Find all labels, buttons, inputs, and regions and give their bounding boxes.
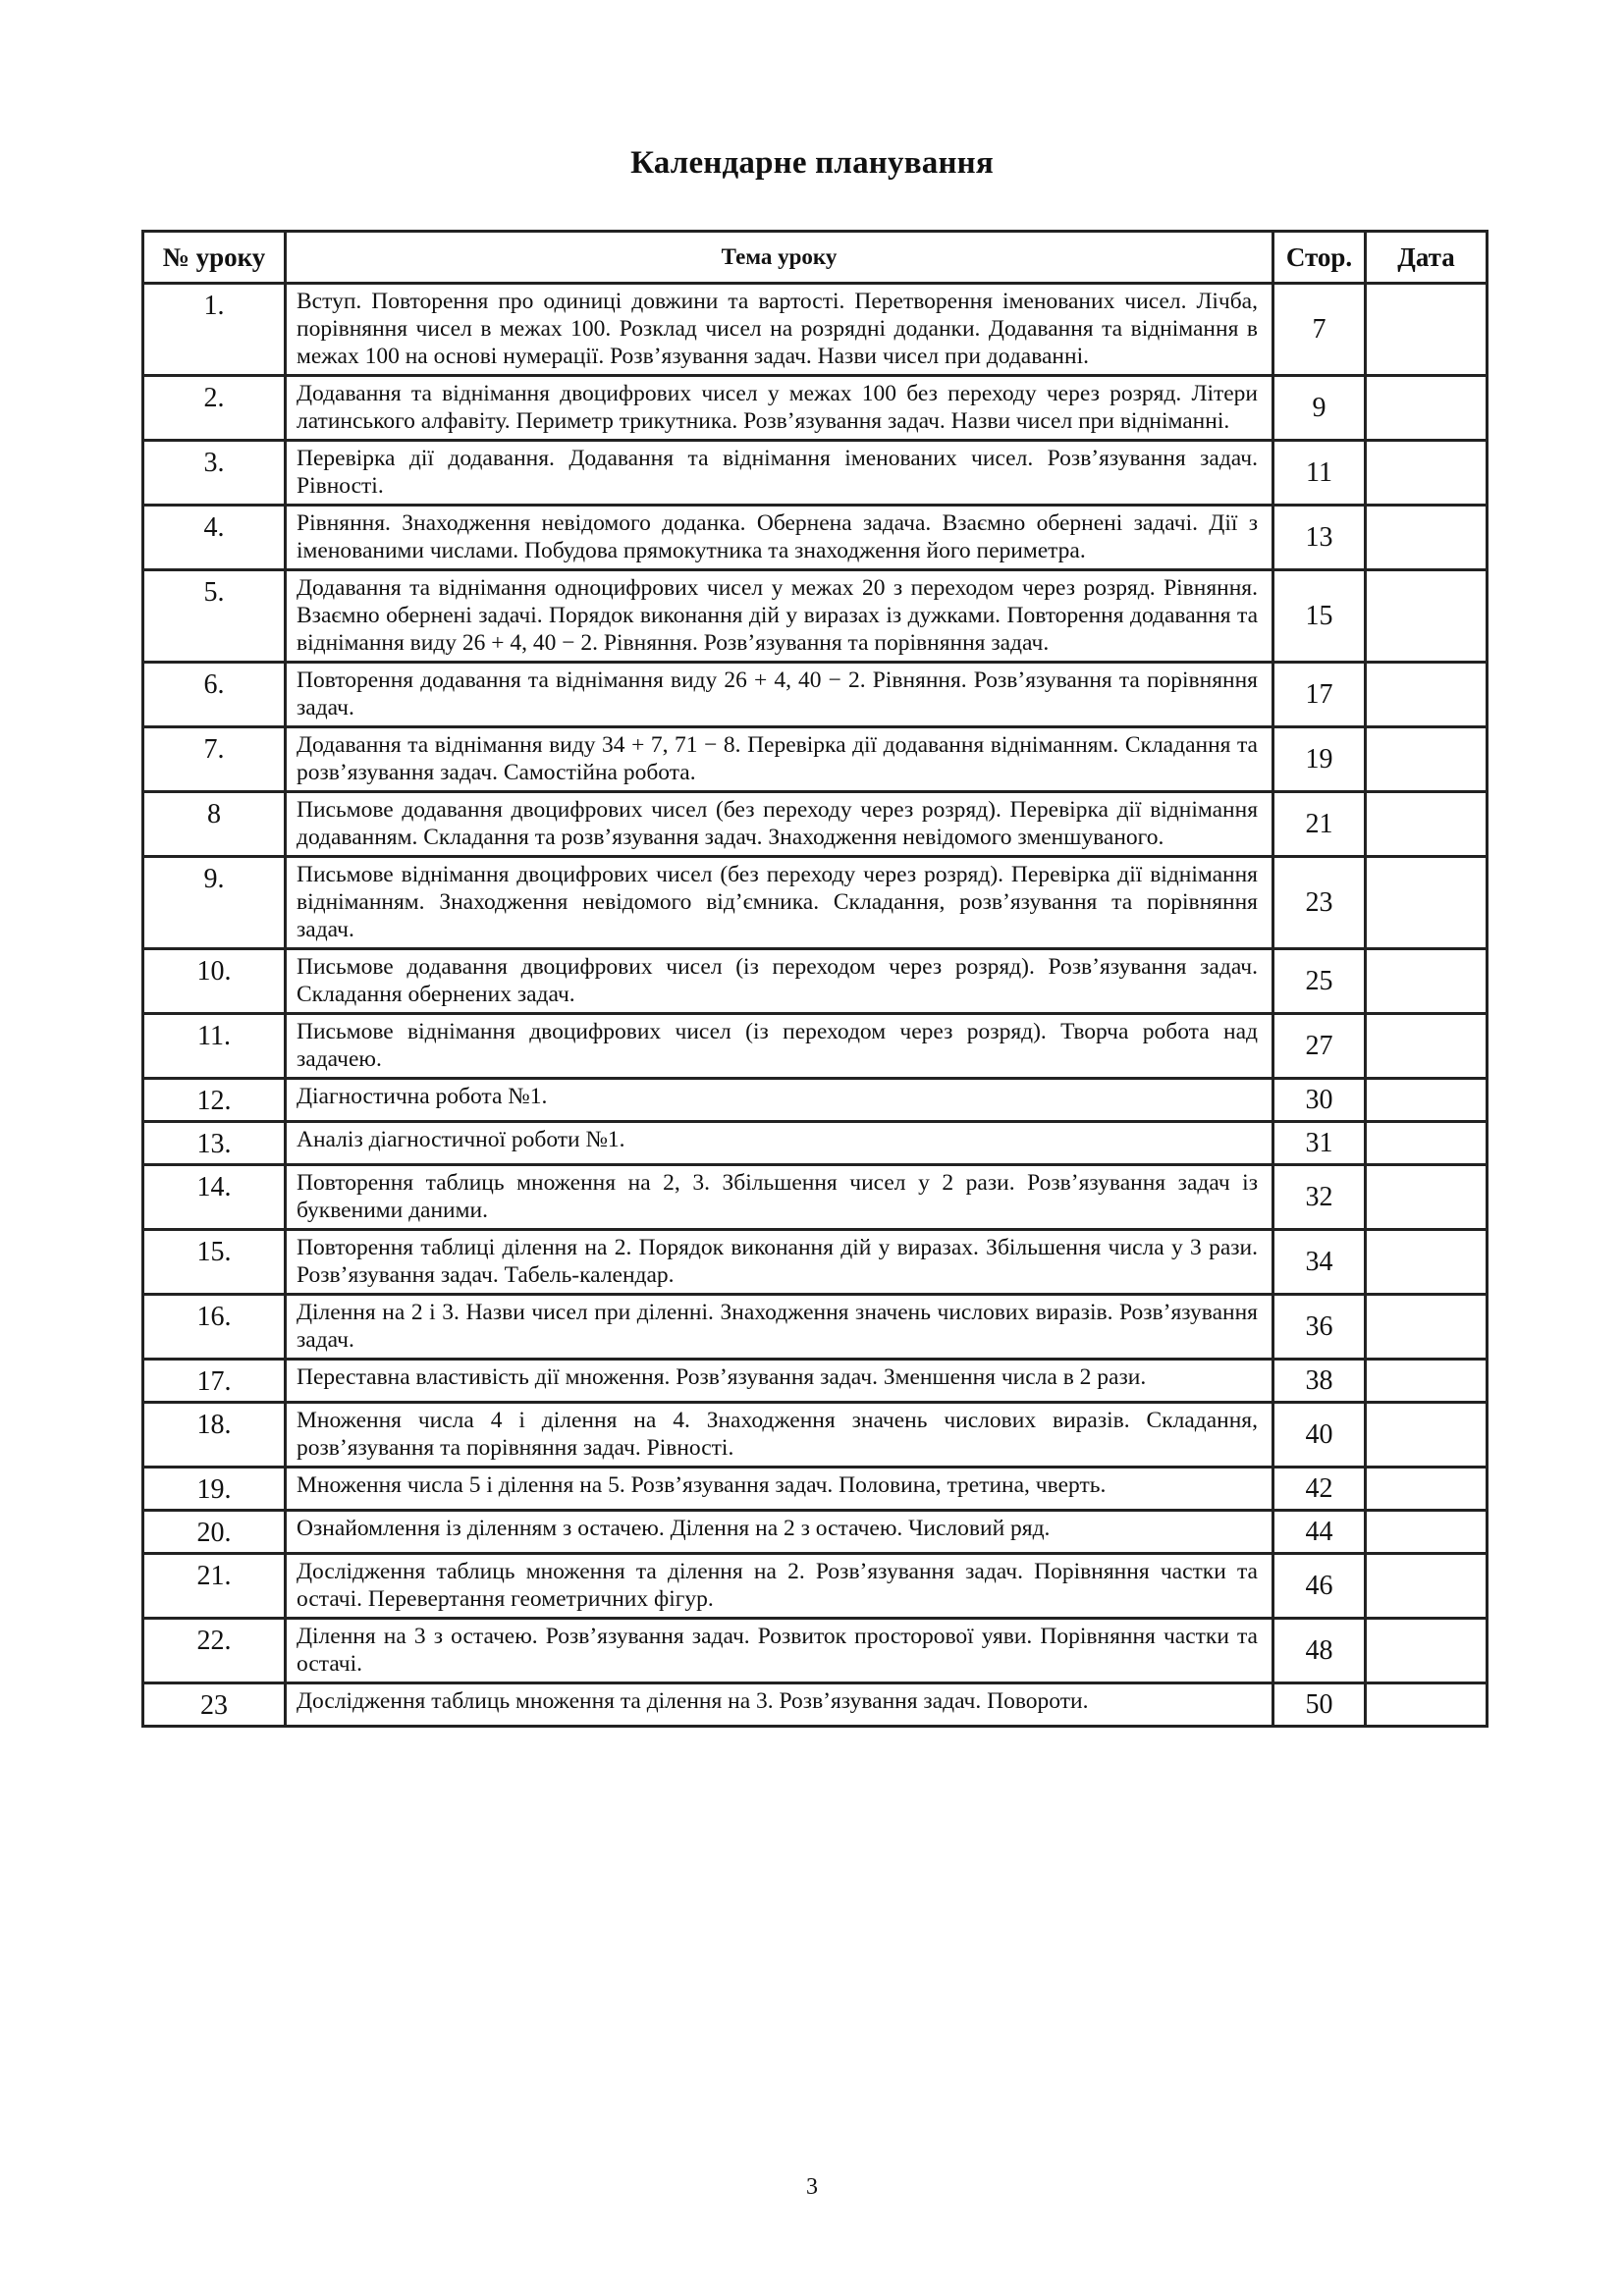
page-cell: 50 xyxy=(1273,1683,1366,1727)
lesson-number-cell: 13. xyxy=(143,1122,286,1165)
table-row xyxy=(143,441,1488,506)
lesson-number-cell: 16. xyxy=(143,1295,286,1360)
lesson-theme-cell: Рівняння. Знаходження невідомого доданка. Обернена задача. Взаємно обернені задачі. Дії з іменованими числами. Побудова прямокутника та знаходження його периметра. xyxy=(286,506,1273,570)
lesson-theme-cell: Перевірка дії додавання. Додавання та віднімання іменованих чисел. Розв’язування задач. Рівності. xyxy=(286,441,1273,506)
date-cell xyxy=(1366,1122,1488,1165)
date-cell xyxy=(1366,663,1488,727)
page-cell: 23 xyxy=(1273,857,1366,949)
header-date: Дата xyxy=(1366,232,1488,284)
lesson-theme-cell: Письмове віднімання двоцифрових чисел (без переходу через розряд). Перевірка дії віднімання відніманням. Знаходження невідомого від’ємника. Складання, розв’язування та порівняння задач. xyxy=(286,857,1273,949)
page-cell: 32 xyxy=(1273,1165,1366,1230)
table-row xyxy=(143,1230,1488,1295)
lesson-number-cell: 8 xyxy=(143,792,286,857)
lesson-number-cell: 9. xyxy=(143,857,286,949)
lesson-theme-cell: Додавання та віднімання виду 34 + 7, 71 − 8. Перевірка дії додавання відніманням. Складання та розв’язування задач. Самостійна робота. xyxy=(286,727,1273,792)
date-cell xyxy=(1366,1014,1488,1079)
lesson-number-cell: 6. xyxy=(143,663,286,727)
lesson-theme-cell: Повторення таблиць множення на 2, 3. Збільшення чисел у 2 рази. Розв’язування задач із буквеними даними. xyxy=(286,1165,1273,1230)
lesson-number-cell: 4. xyxy=(143,506,286,570)
table-row xyxy=(143,1403,1488,1468)
lesson-number-cell: 15. xyxy=(143,1230,286,1295)
lesson-theme-cell: Письмове віднімання двоцифрових чисел (із переходом через розряд). Творча робота над задачею. xyxy=(286,1014,1273,1079)
date-cell xyxy=(1366,284,1488,376)
page-cell: 13 xyxy=(1273,506,1366,570)
date-cell xyxy=(1366,1683,1488,1727)
page-cell: 9 xyxy=(1273,376,1366,441)
lesson-theme-cell: Дослідження таблиць множення та ділення на 3. Розв’язування задач. Повороти. xyxy=(286,1683,1273,1727)
table-row xyxy=(143,570,1488,663)
lesson-theme-cell: Множення числа 5 і ділення на 5. Розв’язування задач. Половина, третина, чверть. xyxy=(286,1468,1273,1511)
page-cell: 48 xyxy=(1273,1619,1366,1683)
lesson-theme-cell: Множення числа 4 і ділення на 4. Знаходження значень числових виразів. Складання, розв’язування та порівняння задач. Рівності. xyxy=(286,1403,1273,1468)
date-cell xyxy=(1366,441,1488,506)
table-row xyxy=(143,727,1488,792)
table-row xyxy=(143,1360,1488,1403)
lesson-number-cell: 7. xyxy=(143,727,286,792)
date-cell xyxy=(1366,857,1488,949)
lesson-number-cell: 17. xyxy=(143,1360,286,1403)
date-cell xyxy=(1366,376,1488,441)
lesson-theme-cell: Діагностична робота №1. xyxy=(286,1079,1273,1122)
lesson-theme-cell: Аналіз діагностичної роботи №1. xyxy=(286,1122,1273,1165)
page-number: 3 xyxy=(806,2174,818,2200)
lesson-number-cell: 21. xyxy=(143,1554,286,1619)
lesson-number-cell: 11. xyxy=(143,1014,286,1079)
date-cell xyxy=(1366,1079,1488,1122)
table-row xyxy=(143,1014,1488,1079)
header-theme: Тема уроку xyxy=(286,232,1273,284)
table-row xyxy=(143,1122,1488,1165)
lesson-theme-cell: Переставна властивість дії множення. Розв’язування задач. Зменшення числа в 2 рази. xyxy=(286,1360,1273,1403)
page-cell: 15 xyxy=(1273,570,1366,663)
table-row xyxy=(143,284,1488,376)
page-cell: 42 xyxy=(1273,1468,1366,1511)
table-header-row xyxy=(143,232,1488,284)
date-cell xyxy=(1366,1295,1488,1360)
lesson-number-cell: 20. xyxy=(143,1511,286,1554)
table-row xyxy=(143,949,1488,1014)
date-cell xyxy=(1366,1511,1488,1554)
date-cell xyxy=(1366,506,1488,570)
table-body xyxy=(143,284,1488,1727)
table-row xyxy=(143,1511,1488,1554)
page-cell: 40 xyxy=(1273,1403,1366,1468)
page-cell: 44 xyxy=(1273,1511,1366,1554)
page-cell: 19 xyxy=(1273,727,1366,792)
page-cell: 27 xyxy=(1273,1014,1366,1079)
table-row xyxy=(143,1079,1488,1122)
lesson-number-cell: 22. xyxy=(143,1619,286,1683)
lesson-number-cell: 23 xyxy=(143,1683,286,1727)
page-cell: 21 xyxy=(1273,792,1366,857)
table-row xyxy=(143,663,1488,727)
date-cell xyxy=(1366,1230,1488,1295)
table-row xyxy=(143,857,1488,949)
date-cell xyxy=(1366,1165,1488,1230)
page-cell: 46 xyxy=(1273,1554,1366,1619)
date-cell xyxy=(1366,792,1488,857)
table-row xyxy=(143,1165,1488,1230)
table-row xyxy=(143,792,1488,857)
lesson-theme-cell: Ділення на 3 з остачею. Розв’язування задач. Розвиток просторової уяви. Порівняння частки та остачі. xyxy=(286,1619,1273,1683)
table-row xyxy=(143,1468,1488,1511)
page-cell: 11 xyxy=(1273,441,1366,506)
lesson-number-cell: 12. xyxy=(143,1079,286,1122)
lesson-theme-cell: Письмове додавання двоцифрових чисел (без переходу через розряд). Перевірка дії віднімання додаванням. Складання та розв’язування задач. Знаходження невідомого зменшуваного. xyxy=(286,792,1273,857)
table-row xyxy=(143,1683,1488,1727)
date-cell xyxy=(1366,570,1488,663)
lesson-theme-cell: Ділення на 2 і 3. Назви чисел при діленні. Знаходження значень числових виразів. Розв’язування задач. xyxy=(286,1295,1273,1360)
lesson-plan-table xyxy=(141,230,1489,1728)
lesson-number-cell: 1. xyxy=(143,284,286,376)
lesson-theme-cell: Додавання та віднімання двоцифрових чисел у межах 100 без переходу через розряд. Літери латинського алфавіту. Периметр трикутника. Розв’язування задач. Назви чисел при відніманні. xyxy=(286,376,1273,441)
table-row xyxy=(143,1295,1488,1360)
date-cell xyxy=(1366,727,1488,792)
lesson-number-cell: 14. xyxy=(143,1165,286,1230)
lesson-number-cell: 18. xyxy=(143,1403,286,1468)
page-cell: 25 xyxy=(1273,949,1366,1014)
header-lesson-no: № уроку xyxy=(143,232,286,284)
header-page: Стор. xyxy=(1273,232,1366,284)
page-cell: 38 xyxy=(1273,1360,1366,1403)
page-title: Календарне планування xyxy=(630,145,994,181)
lesson-theme-cell: Письмове додавання двоцифрових чисел (із переходом через розряд). Розв’язування задач. Складання обернених задач. xyxy=(286,949,1273,1014)
page-cell: 17 xyxy=(1273,663,1366,727)
page-cell: 7 xyxy=(1273,284,1366,376)
lesson-number-cell: 10. xyxy=(143,949,286,1014)
date-cell xyxy=(1366,1619,1488,1683)
lesson-theme-cell: Вступ. Повторення про одиниці довжини та вартості. Перетворення іменованих чисел. Лічба, порівняння чисел в межах 100. Розклад чисел на розрядні доданки. Додавання та віднімання в межах 100 на основі нумерації. Розв’язування задач. Назви чисел при додаванні. xyxy=(286,284,1273,376)
table-row xyxy=(143,1554,1488,1619)
table-row xyxy=(143,1619,1488,1683)
lesson-number-cell: 19. xyxy=(143,1468,286,1511)
page-cell: 30 xyxy=(1273,1079,1366,1122)
lesson-theme-cell: Повторення таблиці ділення на 2. Порядок виконання дій у виразах. Збільшення числа у 3 рази. Розв’язування задач. Табель-календар. xyxy=(286,1230,1273,1295)
date-cell xyxy=(1366,1554,1488,1619)
date-cell xyxy=(1366,1360,1488,1403)
page-cell: 31 xyxy=(1273,1122,1366,1165)
lesson-theme-cell: Ознайомлення із діленням з остачею. Ділення на 2 з остачею. Числовий ряд. xyxy=(286,1511,1273,1554)
date-cell xyxy=(1366,1403,1488,1468)
date-cell xyxy=(1366,949,1488,1014)
lesson-theme-cell: Повторення додавання та віднімання виду 26 + 4, 40 − 2. Рівняння. Розв’язування та порівняння задач. xyxy=(286,663,1273,727)
lesson-number-cell: 3. xyxy=(143,441,286,506)
table-row xyxy=(143,376,1488,441)
page-cell: 34 xyxy=(1273,1230,1366,1295)
lesson-number-cell: 2. xyxy=(143,376,286,441)
lesson-number-cell: 5. xyxy=(143,570,286,663)
lesson-theme-cell: Додавання та віднімання одноцифрових чисел у межах 20 з переходом через розряд. Рівняння. Взаємно обернені задачі. Порядок виконання дій у виразах із дужками. Повторення додавання та віднімання виду 26 + 4, 40 − 2. Рівняння. Розв’язування та порівняння задач. xyxy=(286,570,1273,663)
date-cell xyxy=(1366,1468,1488,1511)
lesson-theme-cell: Дослідження таблиць множення та ділення на 2. Розв’язування задач. Порівняння частки та остачі. Перевертання геометричних фігур. xyxy=(286,1554,1273,1619)
table-row xyxy=(143,506,1488,570)
page-cell: 36 xyxy=(1273,1295,1366,1360)
